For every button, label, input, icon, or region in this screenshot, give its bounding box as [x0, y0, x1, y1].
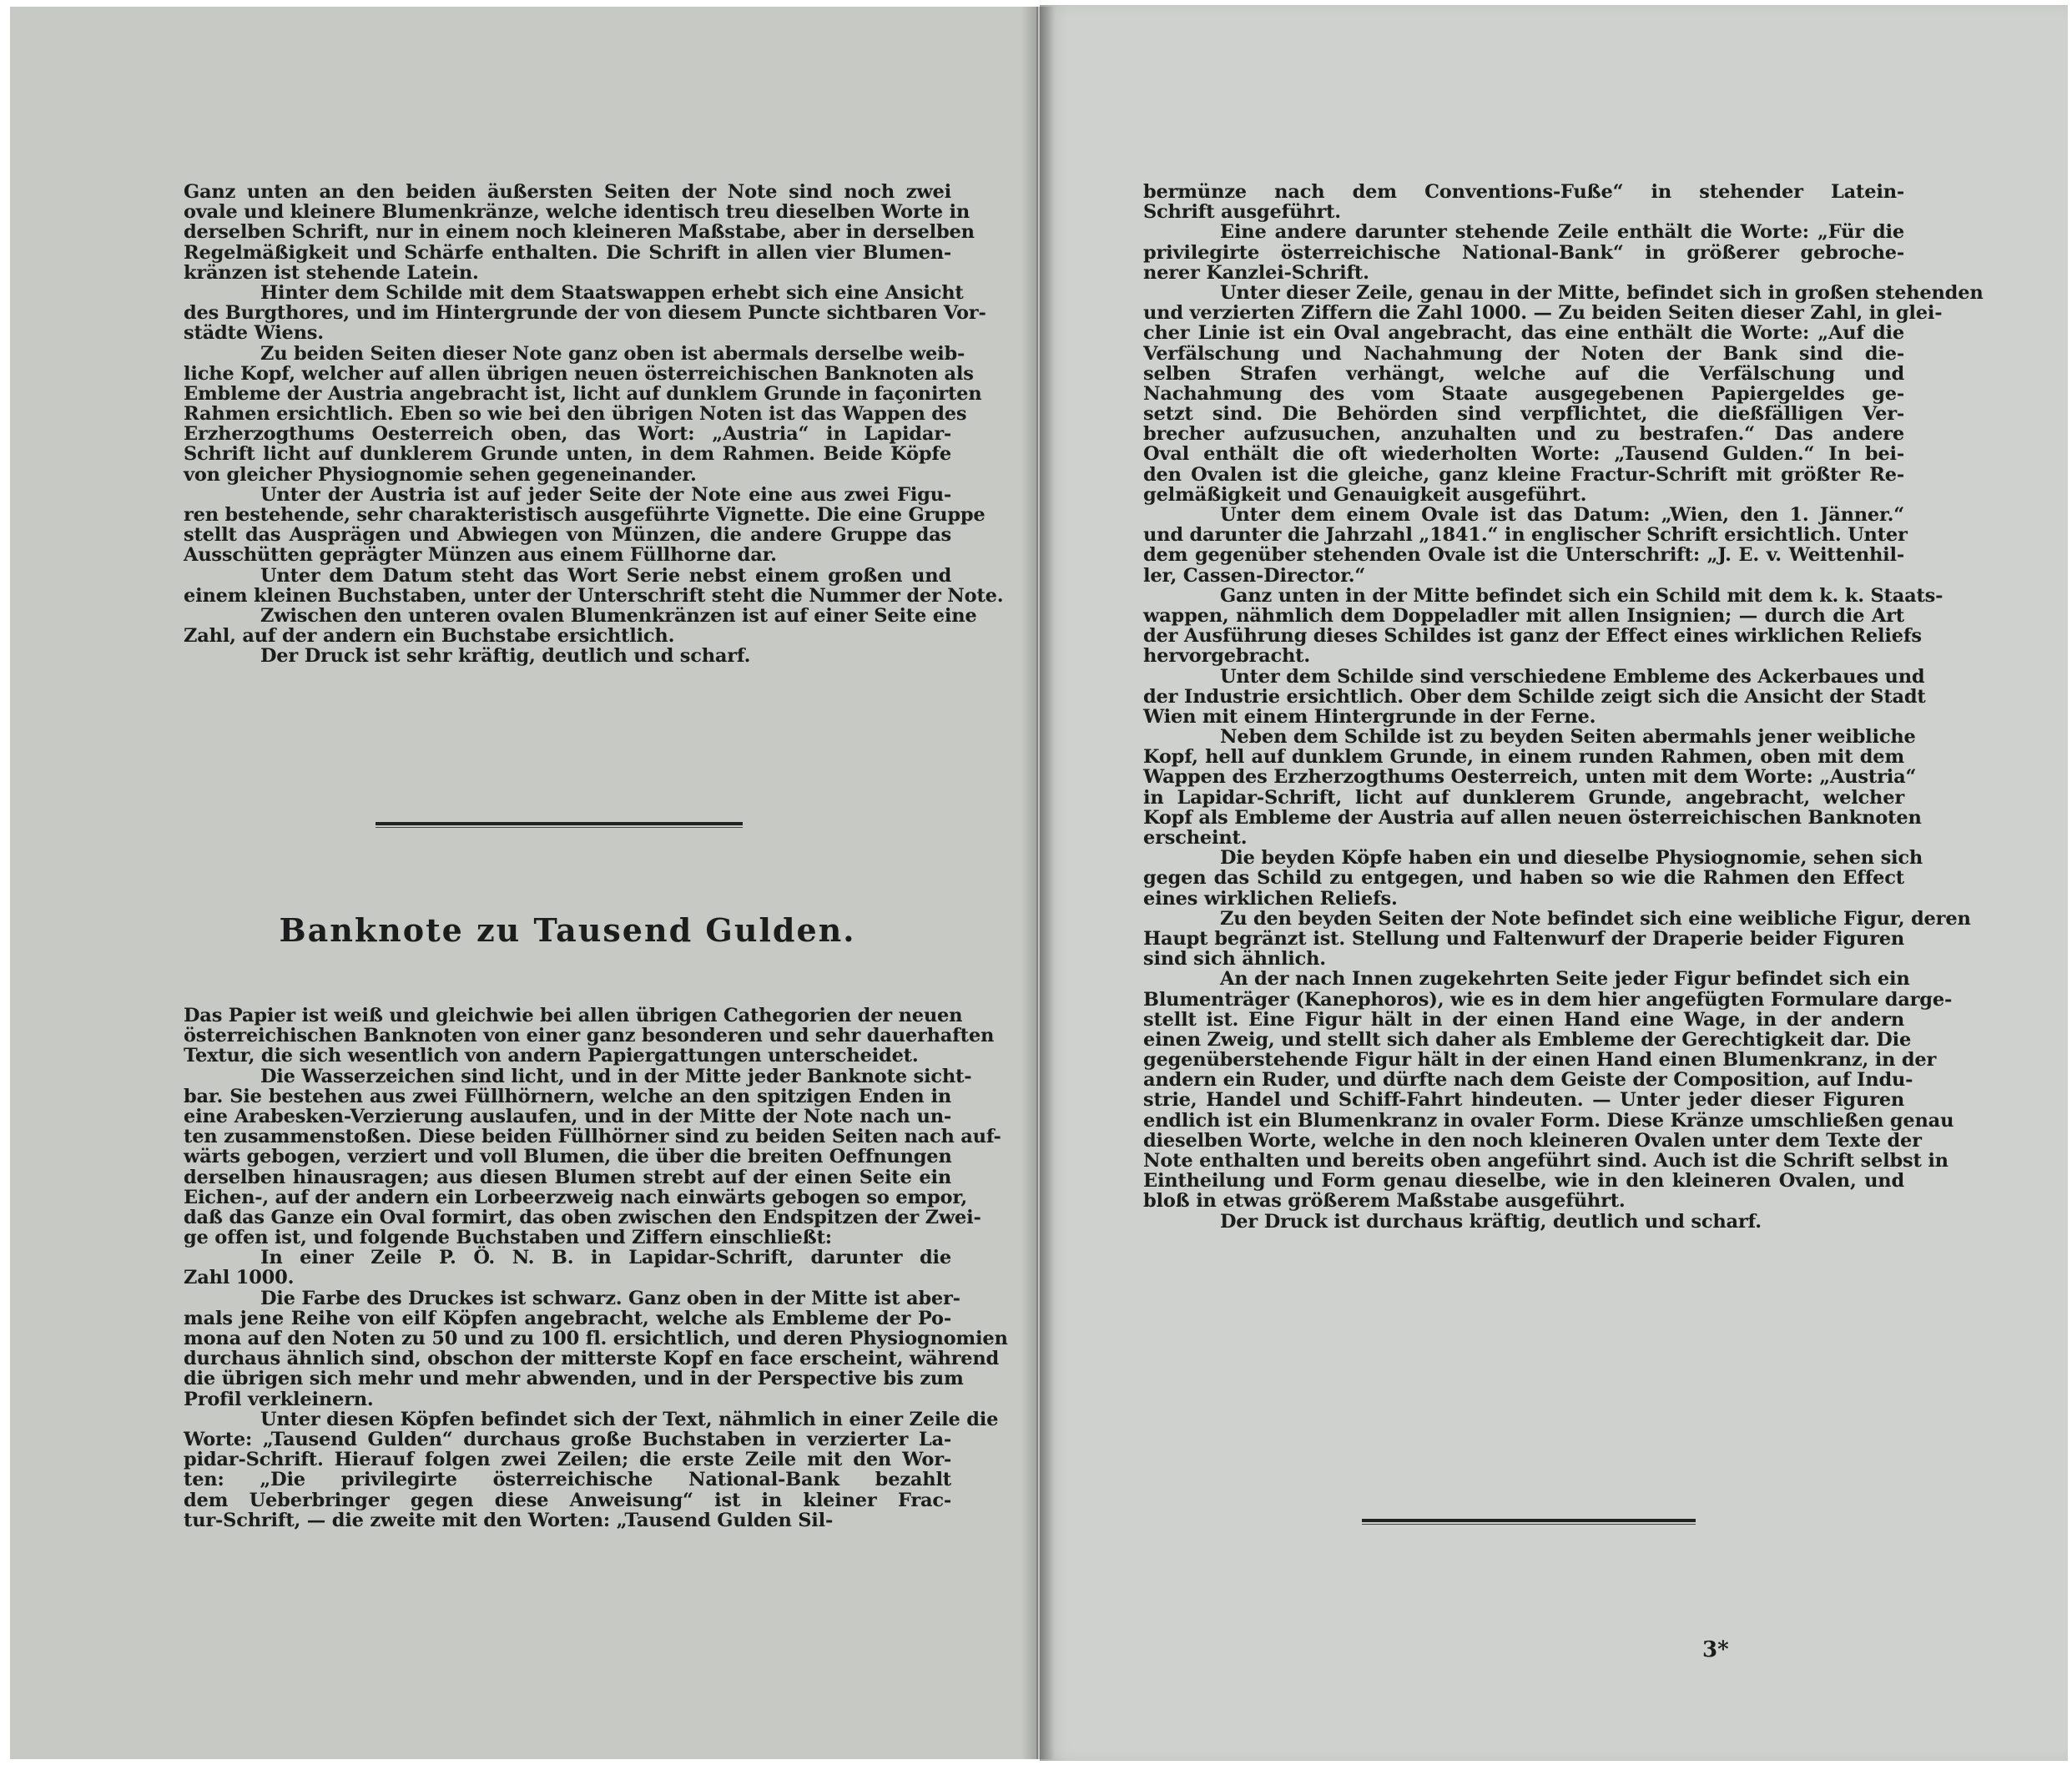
text-line: bloß in etwas größerem Maßstabe ausgeführt. [1143, 1190, 1626, 1213]
text-line: durchaus ähnlich sind, obschon der mitterste Kopf en face erscheint, während [184, 1348, 1000, 1370]
right-text [1143, 181, 1984, 1233]
text-line: Embleme der Austria angebracht ist, licht auf dunklem Grunde in façonirten [184, 382, 982, 405]
text-line: Ganz unten in der Mitte befindet sich ein Schild mit dem k. k. Staats- [1220, 584, 1943, 607]
text-line: einen Zweig, und stellt sich daher als Embleme der Gerechtigkeit dar. Die [1143, 1028, 1912, 1051]
text-line: bermünze nach dem Conventions-Fuße“ in stehender Latein- [1143, 181, 1904, 203]
page-number: 3* [1702, 1637, 1729, 1662]
text-line: einem kleinen Buchstaben, unter der Unterschrift steht die Nummer der Note. [184, 584, 1004, 607]
text-line: Schrift ausgeführt. [1143, 201, 1341, 224]
text-line: Ausschütten geprägter Münzen aus einem Füllhorne dar. [184, 544, 777, 567]
text-line: den Ovalen ist die gleiche, ganz kleine Fractur-Schrift mit größter Re- [1143, 463, 1904, 486]
text-line: andern ein Ruder, und dürfte nach dem Geiste der Composition, auf Indu- [1143, 1069, 1913, 1092]
text-line: österreichischen Banknoten von einer ganz besonderen und sehr dauerhaften [184, 1025, 995, 1047]
text-line: Das Papier ist weiß und gleichwie bei allen übrigen Cathegorien der neuen [184, 1005, 963, 1026]
text-line: Unter dem Datum steht das Wort Serie nebst einem großen und [260, 564, 951, 587]
text-line: die übrigen sich mehr und mehr abwenden, und in der Perspective bis zum [184, 1368, 964, 1390]
text-line: gegenüberstehende Figur hält in der einen Hand einen Blumenkranz, in der [1143, 1049, 1937, 1072]
text-line: Wappen des Erzherzogthums Oesterreich, unten mit dem Worte: „Austria“ [1143, 766, 1917, 789]
left-text-top [184, 181, 1004, 668]
text-line: dieselben Worte, welche in den noch kleineren Ovalen unter dem Texte der [1143, 1129, 1922, 1152]
text-line: setzt sind. Die Behörden sind verpflichtet, die dießfälligen Ver- [1143, 403, 1904, 426]
text-line: Rahmen ersichtlich. Eben so wie bei den übrigen Noten ist das Wappen des [184, 403, 967, 426]
text-line: Die beyden Köpfe haben ein und dieselbe Physiognomie, sehen sich [1220, 847, 1923, 870]
text-line: stellt das Ausprägen und Abwiegen von Münzen, die andere Gruppe das [184, 524, 951, 547]
text-line: des Burgthores, und im Hintergrunde der von diesem Puncte sichtbaren Vor- [184, 302, 986, 325]
text-line: nerer Kanzlei-Schrift. [1143, 261, 1369, 284]
text-line: Der Druck ist sehr kräftig, deutlich und scharf. [260, 645, 751, 668]
book-spine [1021, 7, 1055, 1759]
text-line: brecher aufzusuchen, anzuhalten und zu bestrafen.“ Das andere [1143, 423, 1904, 446]
text-line: Blumenträger (Kanephoros), wie es in dem hier angefügten Formulare darge- [1143, 988, 1953, 1011]
text-line: Zahl 1000. [184, 1267, 295, 1289]
text-line: Wien mit einem Hintergrunde in der Ferne. [1143, 705, 1596, 728]
section-heading: Banknote zu Tausend Gulden. [279, 911, 856, 949]
text-line: endlich ist ein Blumenkranz in ovaler Form. Diese Kränze umschließen genau [1143, 1109, 1954, 1132]
text-line: Textur, die sich wesentlich von andern Papiergattungen unterscheidet. [184, 1045, 919, 1067]
text-line: Regelmäßigkeit und Schärfe enthalten. Die Schrift in allen vier Blumen- [184, 241, 951, 264]
text-line: ovale und kleinere Blumenkränze, welche identisch treu dieselben Worte in [184, 201, 970, 224]
text-line: Oval enthält die oft wiederholten Worte: „Tausend Gulden.“ In bei- [1143, 443, 1904, 466]
text-line: An der nach Innen zugekehrten Seite jeder Figur befindet sich ein [1220, 968, 1910, 991]
text-line: Profil verkleinern. [184, 1388, 374, 1410]
text-line: Verfälschung und Nachahmung der Noten der Bank sind die- [1143, 342, 1904, 365]
text-line: Zu den beyden Seiten der Note befindet sich eine weibliche Figur, deren [1220, 907, 1971, 930]
text-line: der Industrie ersichtlich. Ober dem Schilde zeigt sich die Ansicht der Stadt [1143, 685, 1926, 708]
text-line: Die Farbe des Druckes ist schwarz. Ganz oben in der Mitte ist aber- [260, 1287, 960, 1309]
end-divider [1362, 1519, 1696, 1525]
text-line: dem gegenüber stehenden Ovale ist die Unterschrift: „J. E. v. Weittenhil- [1143, 544, 1904, 567]
text-line: gegen das Schild zu entgegen, und haben so wie die Rahmen den Effect [1143, 867, 1904, 890]
text-line: Zwischen den unteren ovalen Blumenkränzen ist auf einer Seite eine [260, 604, 977, 627]
text-line: Eine andere darunter stehende Zeile enthält die Worte: „Für die [1220, 221, 1904, 244]
text-line: Unter dem einem Ovale ist das Datum: „Wien, den 1. Jänner.“ [1220, 504, 1904, 526]
text-line: Kopf, hell auf dunklem Grunde, in einem runden Rahmen, oben mit dem [1143, 746, 1904, 769]
text-line: ler, Cassen-Director.“ [1143, 564, 1366, 587]
text-line: wärts gebogen, verziert und voll Blumen, die über die breiten Oeffnungen [184, 1146, 952, 1168]
text-line: ten zusammenstoßen. Diese beiden Füllhörner sind zu beiden Seiten nach auf- [184, 1126, 1001, 1148]
text-line: von gleicher Physiognomie sehen gegeneinander. [184, 463, 697, 486]
text-line: Neben dem Schilde ist zu beyden Seiten abermahls jener weibliche [1220, 726, 1916, 749]
text-line: Unter dieser Zeile, genau in der Mitte, befindet sich in großen stehenden [1220, 281, 1984, 304]
text-line: derselben Schrift, nur in einem noch kleineren Maßstabe, aber in derselben [184, 221, 975, 244]
text-line: Unter diesen Köpfen befindet sich der Text, nähmlich in einer Zeile die [260, 1408, 999, 1430]
text-line: wappen, nähmlich dem Doppeladler mit allen Insignien; — durch die Art [1143, 604, 1904, 627]
text-line: ten: „Die privilegirte österreichische National-Bank bezahlt [184, 1469, 951, 1491]
text-line: in Lapidar-Schrift, licht auf dunklerem Grunde, angebracht, welcher [1143, 786, 1904, 809]
text-line: sind sich ähnlich. [1143, 948, 1326, 971]
text-line: der Ausführung dieses Schildes ist ganz der Effect eines wirklichen Reliefs [1143, 625, 1922, 648]
text-line: kränzen ist stehende Latein. [184, 261, 479, 284]
text-line: ge offen ist, und folgende Buchstaben und Ziffern einschließt: [184, 1227, 832, 1249]
text-line: selben Strafen verhängt, welche auf die Verfälschung und [1143, 362, 1904, 385]
text-line: und darunter die Jahrzahl „1841.“ in englischer Schrift ersichtlich. Unter [1143, 524, 1908, 547]
text-line: mals jene Reihe von eilf Köpfen angebracht, welche als Embleme der Po- [184, 1307, 951, 1329]
text-line: In einer Zeile P. Ö. N. B. in Lapidar-Schrift, darunter die [260, 1247, 951, 1269]
text-line: eine Arabesken-Verzierung auslaufen, und in der Mitte der Note nach un- [184, 1105, 951, 1127]
text-line: Die Wasserzeichen sind licht, und in der Mitte jeder Banknote sicht- [260, 1065, 972, 1087]
text-line: Schrift licht auf dunklerem Grunde unten, in dem Rahmen. Beide Köpfe [184, 443, 951, 466]
left-text-bottom [184, 1005, 1008, 1531]
text-line: erscheint. [1143, 827, 1248, 849]
text-line: Unter dem Schilde sind verschiedene Embleme des Ackerbaues und [1220, 665, 1925, 688]
text-line: Der Druck ist durchaus kräftig, deutlich und scharf. [1220, 1210, 1762, 1233]
text-line: Nachahmung des vom Staate ausgegebenen Papiergeldes ge- [1143, 382, 1904, 405]
text-line: cher Linie ist ein Oval angebracht, das eine enthält die Worte: „Auf die [1143, 322, 1904, 345]
text-line: Zahl, auf der andern ein Buchstabe ersichtlich. [184, 625, 675, 648]
text-line: bar. Sie bestehen aus zwei Füllhörnern, welche an den spitzigen Enden in [184, 1085, 951, 1107]
text-line: stellt ist. Eine Figur hält in der einen Hand eine Wage, in der andern [1143, 1008, 1904, 1031]
text-line: strie, Handel und Schiff-Fahrt hindeuten. — Unter jeder dieser Figuren [1143, 1089, 1904, 1112]
text-line: hervorgebracht. [1143, 645, 1310, 668]
text-line: liche Kopf, welcher auf allen übrigen neuen österreichischen Banknoten als [184, 362, 974, 385]
text-line: Worte: „Tausend Gulden“ durchaus große Buchstaben in verzierter La- [184, 1428, 951, 1450]
text-line: ren bestehende, sehr charakteristisch ausgeführte Vignette. Die eine Gruppe [184, 504, 986, 526]
text-line: gelmäßigkeit und Genauigkeit ausgeführt. [1143, 483, 1587, 506]
text-line: eines wirklichen Reliefs. [1143, 887, 1398, 910]
text-line: Eintheilung und Form genau dieselbe, wie in den kleineren Ovalen, und [1143, 1170, 1904, 1193]
text-line: dem Ueberbringer gegen diese Anweisung“ ist in kleiner Frac- [184, 1489, 951, 1511]
text-line: Zu beiden Seiten dieser Note ganz oben ist abermals derselbe weib- [260, 342, 965, 365]
section-divider [376, 822, 743, 829]
text-line: Hinter dem Schilde mit dem Staatswappen erhebt sich eine Ansicht [260, 281, 964, 304]
text-line: und verzierten Ziffern die Zahl 1000. — Zu beiden Seiten dieser Zahl, in glei- [1143, 302, 1943, 325]
text-line: städte Wiens. [184, 322, 324, 345]
text-line: Eichen-, auf der andern ein Lorbeerzweig nach einwärts gebogen so empor, [184, 1186, 967, 1208]
text-line: daß das Ganze ein Oval formirt, das oben zwischen den Endspitzen der Zwei- [184, 1206, 981, 1228]
text-line: Kopf als Embleme der Austria auf allen neuen österreichischen Banknoten [1143, 806, 1922, 829]
text-line: tur-Schrift, — die zweite mit den Worten: „Tausend Gulden Sil- [184, 1509, 834, 1531]
text-line: derselben hinausragen; aus diesen Blumen strebt auf der einen Seite ein [184, 1166, 951, 1188]
text-line: mona auf den Noten zu 50 und zu 100 fl. ersichtlich, und deren Physiognomien [184, 1328, 1008, 1349]
text-line: Note enthalten und bereits oben angeführt sind. Auch ist die Schrift selbst in [1143, 1150, 1948, 1172]
text-line: Unter der Austria ist auf jeder Seite der Note eine aus zwei Figu- [260, 483, 951, 506]
text-line: Haupt begränzt ist. Stellung und Faltenwurf der Draperie beider Figuren [1143, 927, 1904, 950]
text-line: privilegirte österreichische National-Bank“ in größerer gebroche- [1143, 241, 1904, 264]
text-line: Erzherzogthums Oesterreich oben, das Wort: „Austria“ in Lapidar- [184, 423, 951, 446]
text-line: pidar-Schrift. Hierauf folgen zwei Zeilen; die erste Zeile mit den Wor- [184, 1449, 951, 1471]
text-line: Ganz unten an den beiden äußersten Seiten der Note sind noch zwei [184, 181, 951, 203]
